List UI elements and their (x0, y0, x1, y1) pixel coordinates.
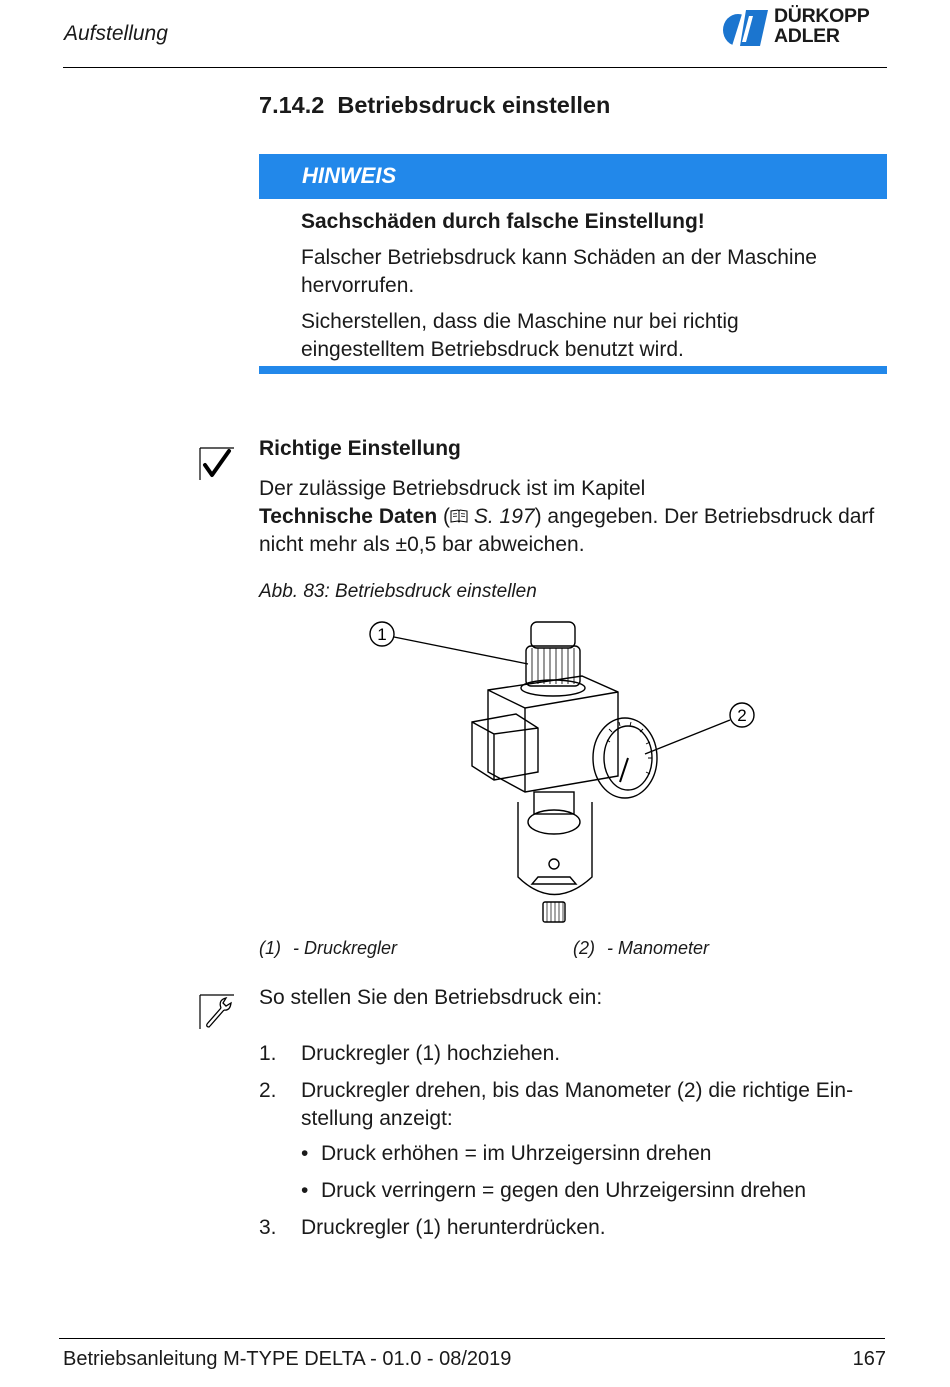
notice-headline: Sachschäden durch falsche Einstellung! (301, 210, 705, 233)
step-number: 1. (259, 1042, 277, 1065)
notice-text-2: Sicherstellen, dass die Maschine nur bei richtig eingestelltem Betriebsdruck benutzt wird. (301, 310, 739, 361)
wrench-icon (199, 994, 235, 1030)
header-divider (63, 67, 887, 68)
callout-label-1: 1 (377, 625, 387, 644)
bullet-text: Druck erhöhen = im Uhrzeigersinn drehen (321, 1142, 712, 1165)
page-number: 167 (852, 1348, 886, 1370)
logo-mark-icon (722, 6, 772, 50)
step-text: Druckregler (1) hochziehen. (301, 1042, 561, 1065)
step-text: Druckregler drehen, bis das Manometer (2) die richtige Ein- stellung anzeigt: (301, 1079, 854, 1130)
bullet-dot: • (301, 1142, 309, 1165)
brand-line-2: ADLER (774, 25, 840, 47)
step-text: Druckregler (1) herunterdrücken. (301, 1216, 606, 1239)
step-number: 2. (259, 1079, 277, 1102)
list-item (301, 1142, 861, 1170)
bullet-dot: • (301, 1179, 309, 1202)
footer-divider (59, 1338, 885, 1339)
bullet-text: Druck verringern = gegen den Uhrzeigersinn drehen (321, 1179, 807, 1202)
info-paren-open: ( (437, 505, 450, 528)
running-header: Aufstellung (64, 22, 168, 45)
procedure-step (259, 1040, 889, 1070)
info-title: Richtige Einstellung (259, 437, 461, 460)
legend-item-2 (573, 938, 709, 959)
legend-item-1 (259, 938, 397, 959)
info-text-before: Der zulässige Betriebsdruck ist im Kapitel (259, 477, 646, 500)
legend-label-1: - Druckregler (293, 938, 398, 958)
procedure-step (259, 1214, 889, 1244)
info-text-after: ) angegeben. Der Betriebsdruck darf nicht mehr als ±0,5 bar abweichen. (259, 505, 875, 556)
page-reference-link[interactable]: S. 197 (468, 505, 535, 528)
brand-logo (722, 6, 890, 50)
step-number: 3. (259, 1216, 277, 1239)
procedure-intro: So stellen Sie den Betriebsdruck ein: (259, 986, 603, 1009)
footer-document-title: Betriebsanleitung M-TYPE DELTA - 01.0 - 08/2019 (63, 1348, 512, 1370)
legend-label-2: - Manometer (607, 938, 710, 958)
checkmark-icon (199, 447, 235, 481)
notice-text-1: Falscher Betriebsdruck kann Schäden an der Maschine hervorrufen. (301, 246, 817, 297)
chapter-link[interactable]: Technische Daten (259, 505, 438, 528)
notice-body (301, 208, 881, 372)
notice-header-bar (259, 154, 887, 199)
legend-number-2: (2) (573, 938, 595, 958)
info-body (259, 475, 889, 559)
legend-number-1: (1) (259, 938, 281, 958)
brand-wordmark (774, 6, 869, 46)
notice-footer-bar (259, 366, 887, 374)
list-item (301, 1179, 861, 1207)
procedure-step (259, 1077, 889, 1137)
callout-label-2: 2 (737, 706, 747, 725)
brand-line-1: DÜRKOPP (774, 5, 870, 27)
section-title: 7.14.2 Betriebsdruck einstellen (259, 92, 611, 118)
figure-caption: Abb. 83: Betriebsdruck einstellen (259, 581, 537, 602)
pressure-regulator-illustration (360, 612, 770, 934)
book-icon (450, 508, 468, 524)
notice-label: HINWEIS (302, 163, 397, 188)
